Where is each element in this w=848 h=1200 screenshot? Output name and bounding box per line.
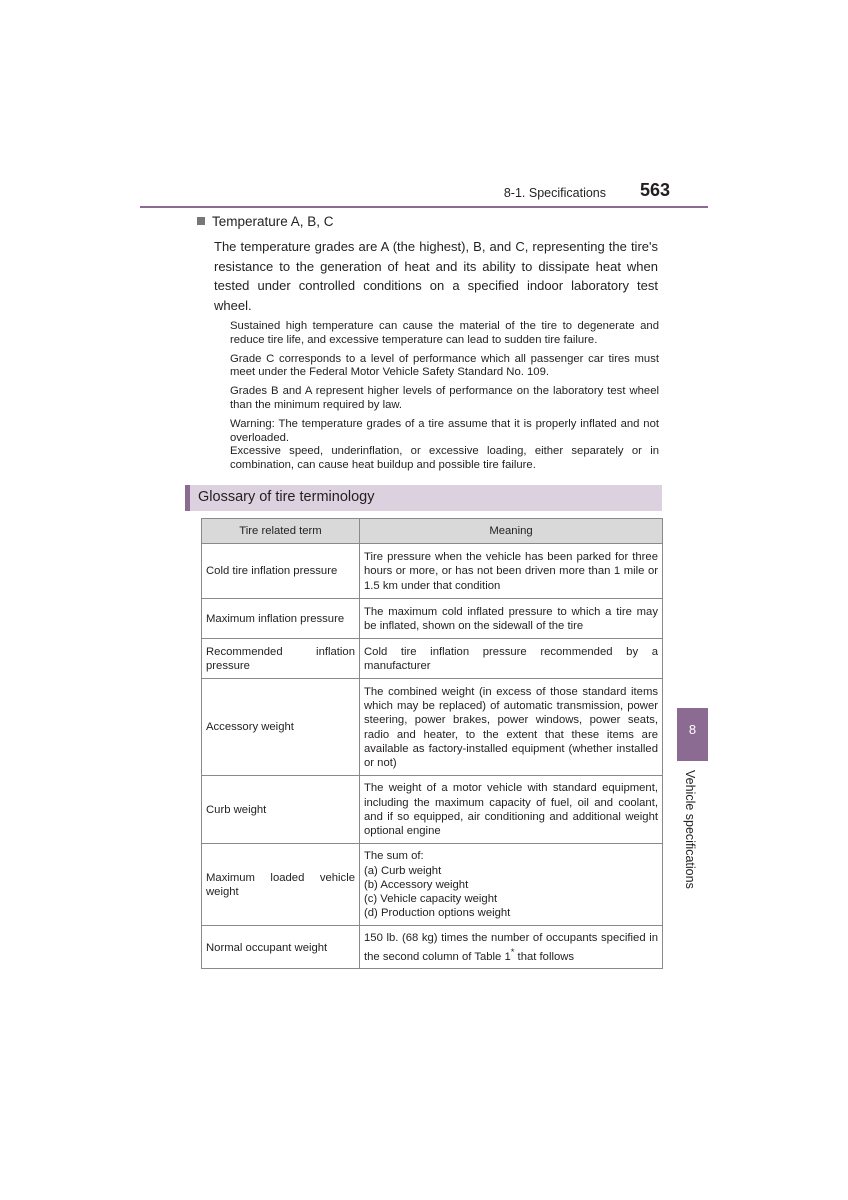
temperature-notes — [230, 320, 659, 473]
table-row — [202, 926, 663, 969]
term-cell: Normal occupant weight — [202, 926, 360, 969]
temperature-intro: The temperature grades are A (the highest), B, and C, representing the tire's resistance to the generation of heat and its ability to dissipate heat when tested under controlled conditions on a specified indoor laboratory test wheel. — [214, 239, 658, 313]
term-cell: Maximum loaded vehicle weight — [202, 844, 360, 926]
term-cell: Maximum inflation pressure — [202, 599, 360, 639]
term-cell: Recommended inflation pressure — [202, 639, 360, 679]
meaning-line: The sum of: — [364, 850, 424, 863]
chapter-number: 8 — [688, 722, 697, 737]
term-cell: Cold tire inflation pressure — [202, 544, 360, 599]
page-number: 563 — [639, 180, 670, 200]
note-paragraph: Sustained high temperature can cause the material of the tire to degenerate and reduce tire life, and excessive temperature can lead to sudden tire failure. — [230, 320, 659, 346]
meaning-text-end: that follows — [514, 951, 575, 964]
table-row — [202, 679, 663, 776]
table-row — [202, 639, 663, 679]
column-header-meaning: Meaning — [360, 519, 663, 544]
temperature-heading-text: Temperature A, B, C — [212, 214, 334, 229]
meaning-line: (d) Production options weight — [364, 907, 511, 920]
table-row — [202, 776, 663, 844]
meaning-cell: The combined weight (in excess of those standard items which may be replaced) of automatic transmission, power steering, power brakes, power windows, power seats, radio and heater, to the extent that these items are available as factory-installed equipment (whether installed or not) — [360, 679, 663, 776]
chapter-tab — [677, 708, 708, 761]
meaning-line: (a) Curb weight — [364, 864, 442, 877]
meaning-line: (b) Accessory weight — [364, 878, 469, 891]
glossary-title: Glossary of tire terminology — [198, 489, 375, 505]
meaning-cell: The weight of a motor vehicle with standard equipment, including the maximum capacity of fuel, oil and coolant, and if so equipped, air conditioning and additional weight optional engine — [360, 776, 663, 844]
page-header — [140, 178, 708, 208]
note-paragraph: Excessive speed, underinflation, or excessive loading, either separately or in combination, can cause heat buildup and possible tire failure. — [230, 445, 659, 472]
note-paragraph: Warning: The temperature grades of a tire assume that it is properly inflated and not overloaded. — [230, 417, 659, 444]
table-row — [202, 844, 663, 926]
section-title: 8-1. Specifications — [503, 186, 606, 200]
term-cell: Accessory weight — [202, 679, 360, 776]
glossary-table — [201, 518, 663, 969]
footnote-marker: * — [510, 946, 515, 958]
meaning-text: 150 lb. (68 kg) times the number of occupants specified in the second column of Table 1 — [364, 932, 658, 964]
table-header-row — [202, 519, 663, 544]
table-row — [202, 544, 663, 599]
meaning-cell: Tire pressure when the vehicle has been parked for three hours or more, or has not been driven more than 1 mile or 1.5 km under that condition — [360, 544, 663, 599]
meaning-line: (c) Vehicle capacity weight — [364, 893, 498, 906]
glossary-section-header — [185, 485, 662, 511]
meaning-cell — [360, 844, 663, 926]
meaning-cell: Cold tire inflation pressure recommended by a manufacturer — [360, 639, 663, 679]
column-header-term: Tire related term — [202, 519, 360, 544]
meaning-cell — [360, 926, 663, 969]
term-cell: Curb weight — [202, 776, 360, 844]
note-paragraph: Grades B and A represent higher levels of performance on the laboratory test wheel than the minimum required by law. — [230, 385, 659, 411]
bullet-square-icon — [197, 217, 205, 225]
chapter-label: Vehicle specifications — [683, 770, 697, 889]
meaning-cell: The maximum cold inflated pressure to which a tire may be inflated, shown on the sidewall of the tire — [360, 599, 663, 639]
temperature-heading — [197, 214, 334, 229]
table-row — [202, 599, 663, 639]
note-paragraph: Grade C corresponds to a level of performance which all passenger car tires must meet under the Federal Motor Vehicle Safety Standard No. 109. — [230, 352, 659, 379]
